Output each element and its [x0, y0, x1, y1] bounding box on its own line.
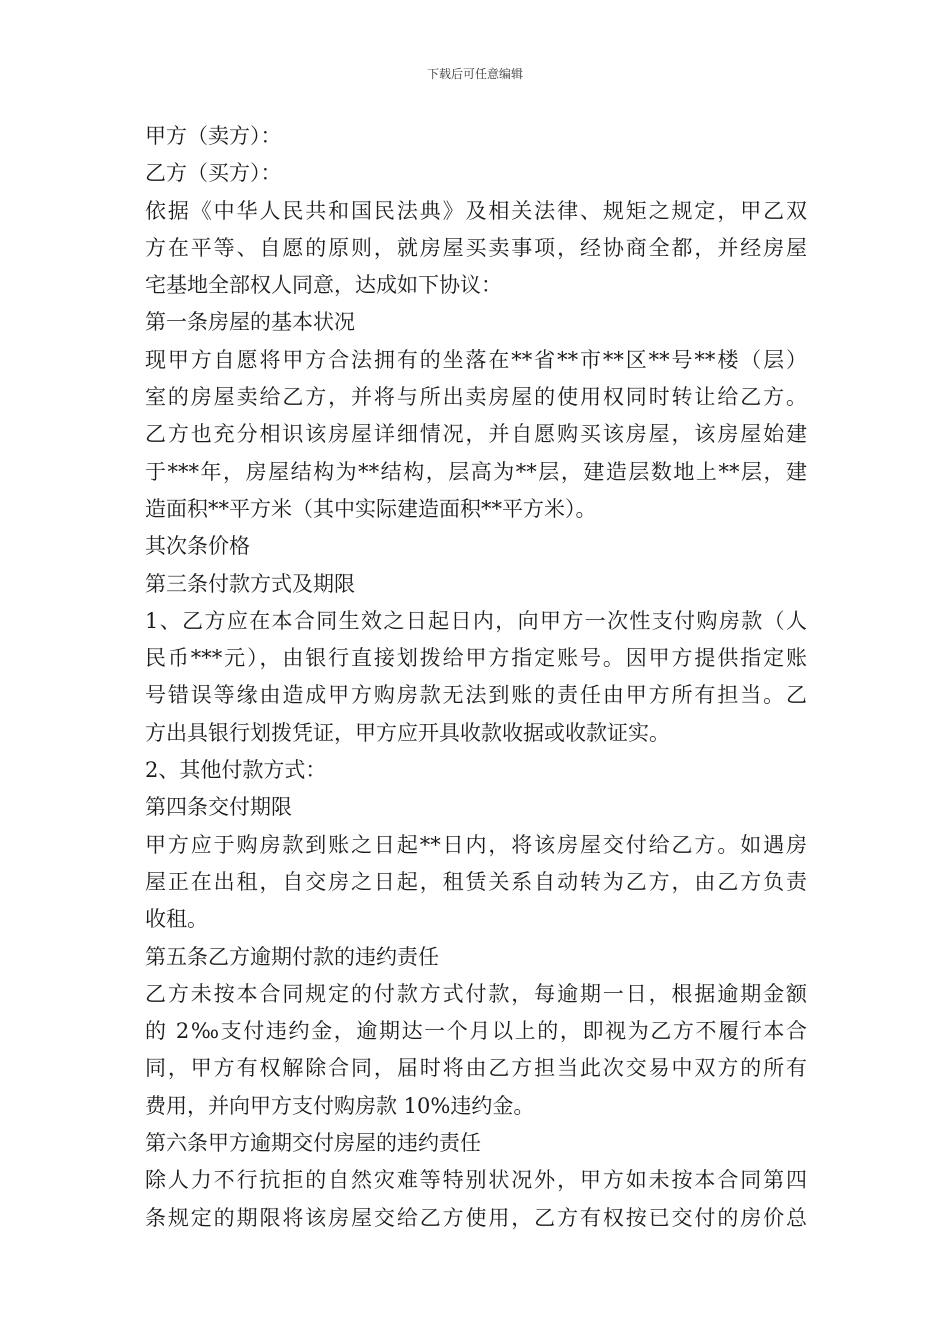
document-line: 方出具银行划拨凭证，甲方应开具收款收据或收款证实。: [145, 720, 670, 745]
document-line: 第一条房屋的基本状况: [145, 310, 355, 335]
document-line: 方在平等、自愿的原则，就房屋买卖事项，经协商全都，并经房屋: [145, 235, 807, 260]
document-body: [145, 118, 807, 1237]
document-line: 除人力不行抗拒的自然灾难等特别状况外，甲方如未按本合同第四: [145, 1168, 807, 1193]
document-line: 收租。: [145, 907, 208, 932]
document-line: 现甲方自愿将甲方合法拥有的坐落在**省**市**区**号**楼（层）: [145, 347, 807, 372]
document-line: 第五条乙方逾期付款的违约责任: [145, 944, 439, 969]
document-line: 其次条价格: [145, 534, 250, 559]
document-line: 甲方应于购房款到账之日起**日内，将该房屋交付给乙方。如遇房: [145, 832, 807, 857]
document-line: 同，甲方有权解除合同，届时将由乙方担当此次交易中双方的所有: [145, 1056, 807, 1081]
document-line: 第六条甲方逾期交付房屋的违约责任: [145, 1131, 481, 1156]
document-line: 于***年，房屋结构为**结构，层高为**层，建造层数地上**层，建: [145, 459, 807, 484]
document-line: 乙方也充分相识该房屋详细情况，并自愿购买该房屋，该房屋始建: [145, 422, 807, 447]
document-line: 宅基地全部权人同意，达成如下协议：: [145, 273, 502, 298]
document-line: 2、其他付款方式：: [145, 758, 327, 783]
document-line: 屋正在出租，自交房之日起，租赁关系自动转为乙方，由乙方负责: [145, 869, 807, 894]
document-line: 室的房屋卖给乙方，并将与所出卖房屋的使用权同时转让给乙方。: [145, 385, 807, 410]
document-line: 第四条交付期限: [145, 795, 292, 820]
document-line: 造面积**平方米（其中实际建造面积**平方米）。: [145, 496, 597, 521]
document-line: 条规定的期限将该房屋交给乙方使用，乙方有权按已交付的房价总: [145, 1205, 807, 1230]
document-line: 依据《中华人民共和国民法典》及相关法律、规矩之规定，甲乙双: [145, 198, 807, 223]
document-line: 乙方未按本合同规定的付款方式付款，每逾期一日，根据逾期金额: [145, 981, 807, 1006]
document-line: 第三条付款方式及期限: [145, 571, 355, 596]
document-line: 甲方（卖方）：: [145, 124, 282, 148]
document-line: 1、乙方应在本合同生效之日起日内，向甲方一次性支付购房款（人: [145, 608, 807, 633]
document-line: 乙方（买方）：: [145, 161, 282, 186]
page-header: 下载后可任意编辑: [426, 67, 523, 81]
document-line: 民币***元），由银行直接划拨给甲方指定账号。因甲方提供指定账: [145, 646, 807, 671]
document-line: 号错误等缘由造成甲方购房款无法到账的责任由甲方所有担当。乙: [145, 683, 807, 708]
document-line: 的 2‰支付违约金，逾期达一个月以上的，即视为乙方不履行本合: [145, 1019, 807, 1044]
document-line: 费用，并向甲方支付购房款 10%违约金。: [145, 1093, 535, 1118]
